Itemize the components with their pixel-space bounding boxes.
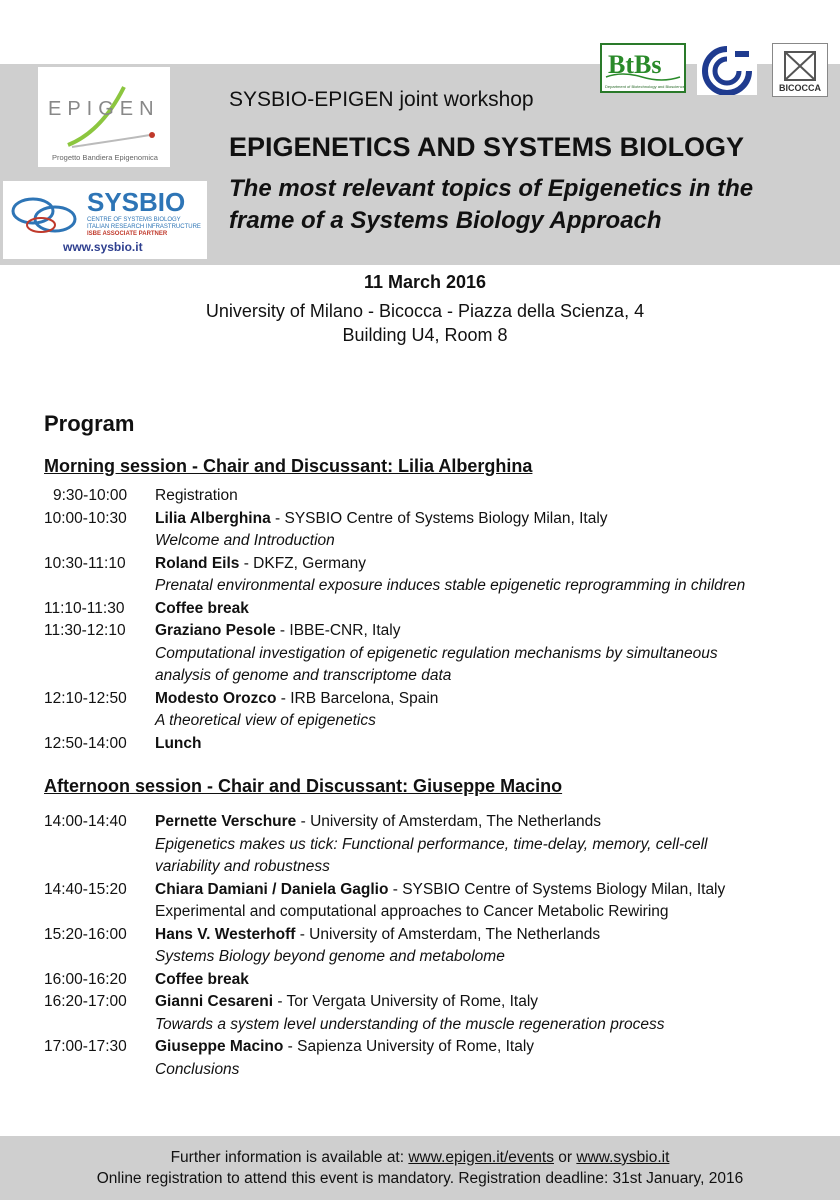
schedule-row: [0, 834, 840, 857]
footer-band: [0, 1136, 840, 1200]
schedule-row: [0, 901, 840, 924]
talk-title: Welcome and Introduction: [155, 532, 335, 549]
speaker-name: Giuseppe Macino: [155, 1038, 284, 1055]
talk-title: Towards a system level understanding of the muscle regeneration process: [155, 1015, 665, 1033]
schedule-row: [0, 946, 840, 969]
schedule-row: [0, 530, 840, 553]
workshop-description: [229, 173, 829, 237]
afternoon-session-title: Afternoon session - Chair and Discussant: Giuseppe Macino: [44, 776, 563, 796]
talk-title: Prenatal environmental exposure induces stable epigenetic reprogramming in children: [155, 577, 746, 594]
speaker: [155, 811, 601, 834]
talk-title: Computational investigation of epigenetic regulation mechanisms by simultaneous: [155, 644, 718, 662]
epigen-events-link[interactable]: www.epigen.it/events: [408, 1149, 554, 1166]
speaker-name: Coffee break: [155, 599, 249, 617]
schedule-row: [0, 1036, 840, 1059]
speaker: [155, 991, 538, 1014]
schedule-row: [0, 665, 840, 688]
schedule-row: [0, 856, 840, 879]
schedule-row: [0, 969, 840, 992]
speaker-affiliation: - SYSBIO Centre of Systems Biology Milan, Italy: [270, 509, 608, 527]
schedule-row: [0, 575, 840, 598]
speaker: [155, 620, 401, 643]
speaker: [155, 598, 249, 621]
footer-info-prefix: Further information is available at:: [170, 1149, 409, 1166]
slot-time: 12:50-14:00: [44, 734, 127, 752]
venue-line-1: University of Milano - Bicocca - Piazza della Scienza, 4: [205, 301, 645, 321]
epigen-tagline: Progetto Bandiera Epigenomica: [52, 153, 158, 162]
speaker-affiliation: - Sapienza University of Rome, Italy: [283, 1038, 535, 1055]
speaker-affiliation: - IRB Barcelona, Spain: [276, 689, 439, 707]
slot-time: 9:30-10:00: [53, 487, 128, 504]
slot-time: 10:00-10:30: [44, 509, 127, 527]
speaker-affiliation: Registration: [155, 487, 238, 504]
speaker-name: Roland Eils: [155, 554, 240, 572]
bicocca-logo: [772, 43, 828, 97]
slot-time: 17:00-17:30: [44, 1038, 127, 1055]
btbs-logo: [600, 43, 686, 93]
speaker-name: Hans V. Westerhoff: [155, 925, 296, 943]
schedule-row: [0, 1014, 840, 1037]
speaker-name: Graziano Pesole: [155, 622, 276, 639]
speaker: [155, 688, 438, 711]
speaker-affiliation: - IBBE-CNR, Italy: [275, 622, 401, 639]
sysbio-wordmark: SYSBIO: [87, 187, 186, 217]
footer-info-line: [0, 1147, 840, 1168]
description-line-2: frame of a Systems Biology Approach: [229, 207, 662, 234]
description-line-1: The most relevant topics of Epigenetics in the: [229, 175, 754, 202]
slot-time: 15:20-16:00: [44, 925, 127, 943]
talk-title: Experimental and computational approaches to Cancer Metabolic Rewiring: [155, 903, 669, 920]
schedule-row: [0, 1059, 840, 1082]
slot-time: 16:00-16:20: [44, 970, 127, 988]
speaker: [155, 508, 608, 531]
cnr-logo: [697, 43, 757, 95]
speaker-name: Pernette Verschure: [155, 813, 297, 830]
talk-title: variability and robustness: [155, 858, 330, 875]
speaker-name: Gianni Cesareni: [155, 993, 274, 1010]
speaker-affiliation: - Tor Vergata University of Rome, Italy: [273, 993, 539, 1010]
talk-title: Epigenetics makes us tick: Functional performance, time-delay, memory, cell-cell: [155, 835, 708, 853]
morning-session-title: Morning session - Chair and Discussant: Lilia Alberghina: [44, 456, 533, 476]
epigen-logo: [38, 67, 170, 167]
speaker-name: Lilia Alberghina: [155, 509, 271, 527]
slot-time: 10:30-11:10: [44, 554, 126, 572]
bicocca-wordmark: BICOCCA: [779, 83, 821, 93]
speaker: [155, 1036, 534, 1059]
speaker: [155, 485, 238, 508]
speaker-affiliation: - SYSBIO Centre of Systems Biology Milan, Italy: [388, 880, 726, 898]
schedule-row: [0, 879, 840, 902]
speaker: [155, 969, 249, 992]
speaker: [155, 879, 725, 902]
schedule-row: [0, 924, 840, 947]
speaker-name: Lunch: [155, 734, 202, 752]
speaker-name: Coffee break: [155, 970, 249, 988]
workshop-subtitle: SYSBIO-EPIGEN joint workshop: [229, 88, 534, 111]
slot-time: 12:10-12:50: [44, 689, 127, 707]
sysbio-logo: [3, 181, 207, 259]
schedule-row: [0, 688, 840, 711]
talk-title: Systems Biology beyond genome and metabolome: [155, 948, 505, 965]
schedule-row: [0, 620, 840, 643]
schedule-row: [0, 733, 840, 756]
footer-info-mid: or: [553, 1149, 577, 1166]
talk-title: Conclusions: [155, 1060, 240, 1078]
talk-title: analysis of genome and transcriptome data: [155, 667, 452, 684]
sysbio-link[interactable]: www.sysbio.it: [576, 1149, 670, 1166]
event-date: 11 March 2016: [363, 272, 487, 292]
speaker-affiliation: - University of Amsterdam, The Netherlands: [296, 813, 601, 830]
speaker: [155, 733, 202, 756]
sysbio-url: www.sysbio.it: [63, 240, 143, 254]
speaker-affiliation: - University of Amsterdam, The Netherlands: [295, 925, 601, 943]
speaker-name: Modesto Orozco: [155, 689, 277, 707]
afternoon-schedule: [0, 811, 840, 1081]
event-venue: [0, 299, 840, 347]
venue-line-2: Building U4, Room 8: [342, 325, 508, 345]
slot-time: 14:00-14:40: [44, 813, 127, 830]
speaker: [155, 924, 600, 947]
slot-time: 16:20-17:00: [44, 993, 127, 1010]
workshop-title: EPIGENETICS AND SYSTEMS BIOLOGY: [229, 132, 745, 162]
epigen-wordmark: EPIGEN: [48, 98, 160, 120]
schedule-row: [0, 508, 840, 531]
footer-registration-line: Online registration to attend this event is mandatory. Registration deadline: 31st January, 2016: [96, 1170, 744, 1187]
slot-time: 11:10-11:30: [44, 599, 125, 617]
morning-schedule: [0, 485, 840, 755]
talk-title: A theoretical view of epigenetics: [155, 712, 376, 729]
schedule-row: [0, 991, 840, 1014]
slot-time: 11:30-12:10: [44, 622, 126, 639]
schedule-row: [0, 485, 840, 508]
sysbio-sub3: ISBE ASSOCIATE PARTNER: [87, 231, 168, 237]
sysbio-sub2: ITALIAN RESEARCH INFRASTRUCTURE: [87, 224, 201, 230]
speaker: [155, 553, 366, 576]
schedule-row: [0, 710, 840, 733]
program-heading: Program: [44, 411, 135, 436]
schedule-row: [0, 598, 840, 621]
sysbio-sub1: CENTRE OF SYSTEMS BIOLOGY: [87, 217, 181, 223]
slot-time: 14:40-15:20: [44, 880, 127, 898]
speaker-affiliation: - DKFZ, Germany: [239, 554, 367, 572]
schedule-row: [0, 643, 840, 666]
btbs-wordmark: BtBs: [608, 50, 662, 79]
schedule-row: [0, 811, 840, 834]
schedule-row: [0, 553, 840, 576]
btbs-caption: Department of Biotechnology and Biosciences: [605, 84, 684, 89]
speaker-name: Chiara Damiani / Daniela Gaglio: [155, 880, 389, 898]
